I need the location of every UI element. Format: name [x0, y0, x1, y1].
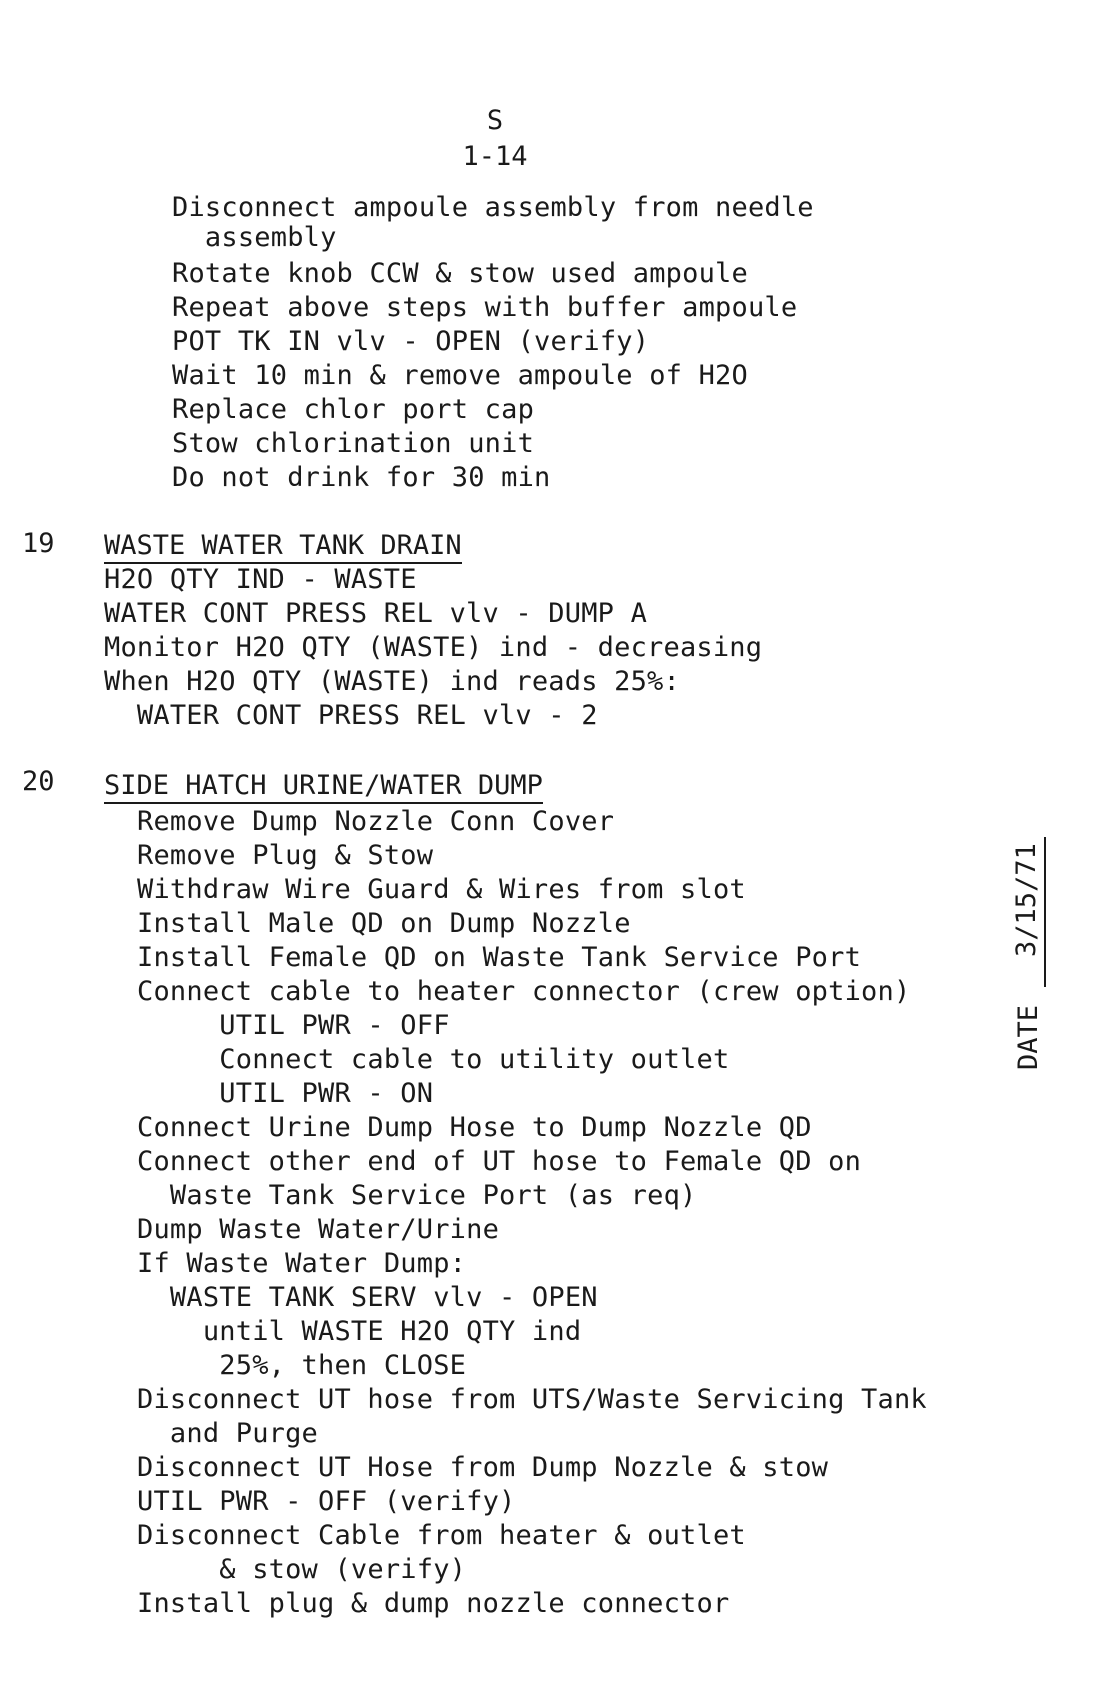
step-line: If Waste Water Dump: — [137, 1248, 467, 1279]
step-line: Connect cable to utility outlet — [137, 1044, 730, 1075]
page-number: 1-14 — [462, 141, 528, 172]
step-line: UTIL PWR - OFF (verify) — [137, 1486, 516, 1517]
step-line: H2O QTY IND - WASTE — [104, 564, 417, 595]
step-line: Withdraw Wire Guard & Wires from slot — [137, 874, 746, 905]
step-line: Connect cable to heater connector (crew option) — [137, 976, 911, 1007]
step-line: Connect Urine Dump Hose to Dump Nozzle QD — [137, 1112, 812, 1143]
step-line: POT TK IN vlv - OPEN (verify) — [172, 326, 650, 357]
step-line: Connect other end of UT hose to Female QD on — [137, 1146, 862, 1177]
date-value: 3/15/71 — [1010, 837, 1046, 987]
step-line: Disconnect UT Hose from Dump Nozzle & stow — [137, 1452, 829, 1483]
step-line: Install plug & dump nozzle connector — [137, 1588, 730, 1619]
step-line: Remove Plug & Stow — [137, 840, 434, 871]
step-line: Install Male QD on Dump Nozzle — [137, 908, 631, 939]
step-line: Stow chlorination unit — [172, 428, 535, 459]
step-line: assembly — [172, 222, 337, 253]
procedure-title: WASTE WATER TANK DRAIN — [104, 530, 462, 564]
step-line: Disconnect Cable from heater & outlet — [137, 1520, 746, 1551]
procedure-number: 20 — [22, 766, 55, 797]
step-line: When H2O QTY (WASTE) ind reads 25%: — [104, 666, 680, 697]
step-line: Repeat above steps with buffer ampoule — [172, 292, 798, 323]
step-line: UTIL PWR - OFF — [137, 1010, 450, 1041]
step-line: Dump Waste Water/Urine — [137, 1214, 500, 1245]
step-line: Replace chlor port cap — [172, 394, 535, 425]
step-line: Waste Tank Service Port (as req) — [137, 1180, 697, 1211]
procedure-title: SIDE HATCH URINE/WATER DUMP — [104, 770, 543, 804]
step-line: 25%, then CLOSE — [137, 1350, 467, 1381]
step-line: Rotate knob CCW & stow used ampoule — [172, 258, 748, 289]
step-line: WATER CONT PRESS REL vlv - DUMP A — [104, 598, 648, 629]
date-label: DATE — [1013, 1004, 1044, 1070]
step-line: Do not drink for 30 min — [172, 462, 551, 493]
date-stamp — [1010, 770, 1044, 1070]
step-line: and Purge — [137, 1418, 319, 1449]
procedure-number: 19 — [22, 528, 55, 559]
step-line: Remove Dump Nozzle Conn Cover — [137, 806, 615, 837]
step-line: WASTE TANK SERV vlv - OPEN — [137, 1282, 598, 1313]
step-line: Monitor H2O QTY (WASTE) ind - decreasing — [104, 632, 763, 663]
step-line: WATER CONT PRESS REL vlv - 2 — [104, 700, 598, 731]
step-line: UTIL PWR - ON — [137, 1078, 434, 1109]
step-line: Install Female QD on Waste Tank Service Port — [137, 942, 862, 973]
step-line: until WASTE H2O QTY ind — [137, 1316, 582, 1347]
section-letter: S — [486, 105, 504, 136]
step-line: & stow (verify) — [137, 1554, 467, 1585]
step-line: Disconnect UT hose from UTS/Waste Servicing Tank — [137, 1384, 927, 1415]
step-line: Wait 10 min & remove ampoule of H2O — [172, 360, 748, 391]
step-line: Disconnect ampoule assembly from needle — [172, 192, 814, 223]
